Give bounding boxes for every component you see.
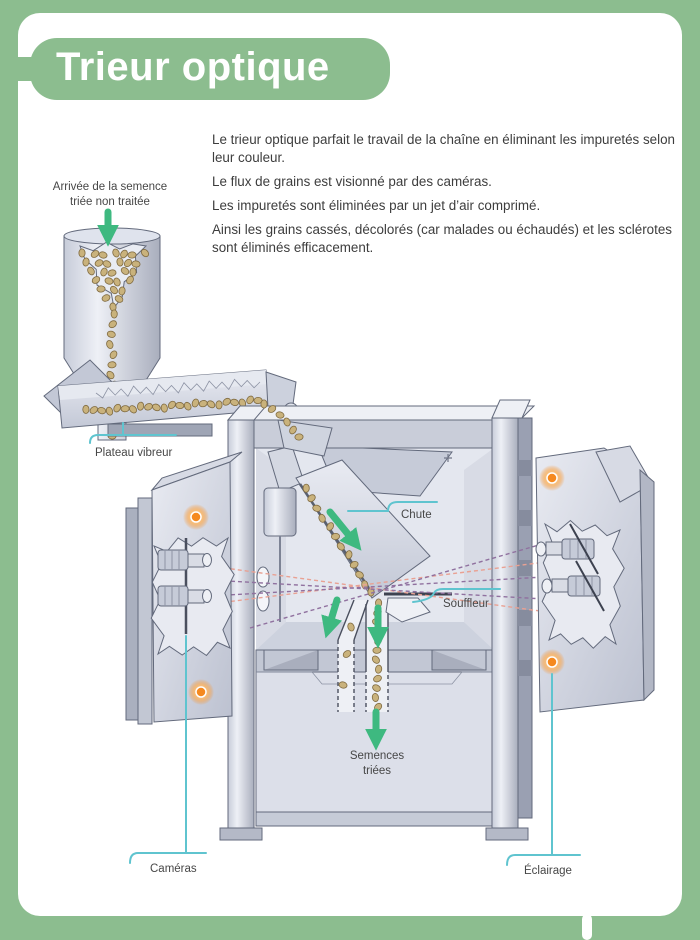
intro-paragraph-4: Ainsi les grains cassés, décolorés (car malades ou échaudés) et les sclérotes sont éliminés efficacement. [212, 222, 672, 255]
label-plateau: Plateau vibreur [95, 447, 173, 459]
intro-paragraph-2: Le flux de grains est visionné par des caméras. [212, 174, 492, 189]
lamp-icon [547, 473, 557, 483]
label-arrivee-line1: Arrivée de la semence [52, 181, 168, 193]
label-chute: Chute [401, 509, 432, 521]
label-arrivee-line2: triée non traitée [70, 196, 150, 208]
lamp-icon [196, 687, 206, 697]
feed-cylinder [264, 488, 296, 536]
viewport-upper [257, 567, 269, 587]
left-door [126, 452, 242, 724]
border-notch [582, 914, 592, 940]
intro-paragraph-3: Les impuretés sont éliminées par un jet d’air comprimé. [212, 198, 541, 213]
intro-paragraph-1: Le trieur optique parfait le travail de la chaîne en éliminant les impuretés selon leur couleur. [212, 132, 675, 165]
label-semences-line1: Semences [349, 750, 405, 762]
label-souffleur: Souffleur [443, 598, 489, 610]
label-semences-line2: triées [362, 765, 392, 777]
label-cameras: Caméras [150, 863, 197, 875]
page-title: Trieur optique [56, 44, 330, 89]
right-door [536, 446, 654, 712]
left-post [228, 420, 254, 830]
lamp-icon [191, 512, 201, 522]
viewport-lower [257, 591, 269, 611]
lamp-icon [547, 657, 557, 667]
label-eclairage: Éclairage [524, 865, 572, 877]
right-post [492, 418, 518, 830]
